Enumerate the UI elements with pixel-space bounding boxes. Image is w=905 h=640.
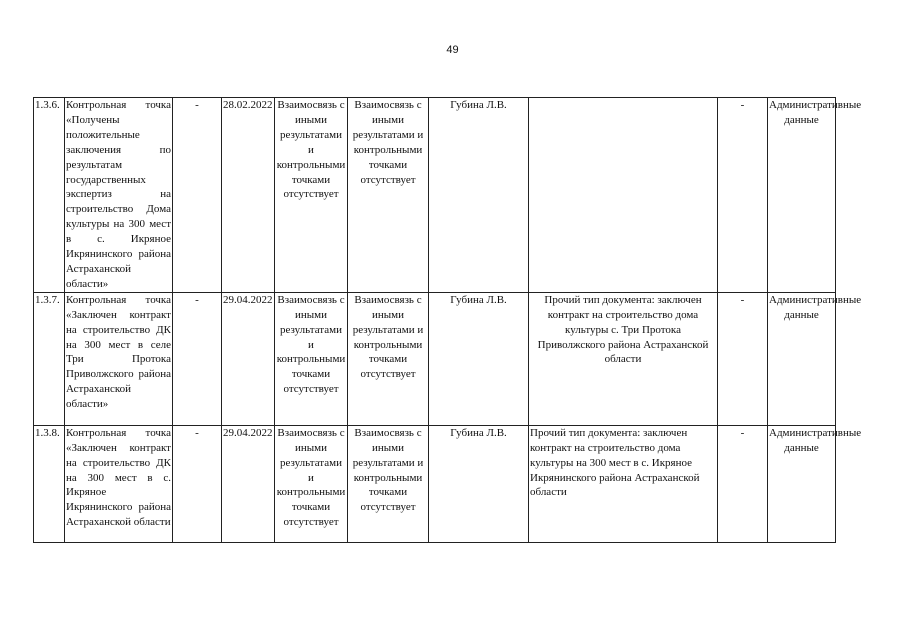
row-number: 1.3.6. <box>34 98 65 293</box>
responsible-person: Губина Л.В. <box>429 425 529 542</box>
data-source: Административные данные <box>768 425 836 542</box>
due-date: 29.04.2022 <box>222 292 275 425</box>
information-system: - <box>718 425 768 542</box>
relation-successors: Взаимосвязь с иными результатами и контрольными точками отсутствует <box>348 292 429 425</box>
control-point-name: Контрольная точка «Получены положительные заключения по результатам государственных экспертиз на строительство Дома культуры на 300 мест в с. Икряное Икрянинского района Астраханской области» <box>65 98 173 293</box>
document-type: Прочий тип документа: заключен контракт на строительство дома культуры на 300 мест в с. Икряное Икрянинского района Астраханской области <box>529 425 718 542</box>
table-row <box>34 292 836 425</box>
page-number: 49 <box>446 44 459 56</box>
document-type <box>529 98 718 293</box>
document-type: Прочий тип документа: заключен контракт на строительство дома культуры с. Три Протока Приволжского района Астраханской области <box>529 292 718 425</box>
control-point-name: Контрольная точка «Заключен контракт на строительство ДК на 300 мест в селе Три Протока Приволжского района Астраханской области» <box>65 292 173 425</box>
relation-successors: Взаимосвязь с иными результатами и контрольными точками отсутствует <box>348 425 429 542</box>
relation-predecessors: Взаимосвязь с иными результатами и контрольными точками отсутствует <box>275 292 348 425</box>
base-value: - <box>173 425 222 542</box>
base-value: - <box>173 98 222 293</box>
information-system: - <box>718 98 768 293</box>
table-row <box>34 98 836 293</box>
base-value: - <box>173 292 222 425</box>
relation-predecessors: Взаимосвязь с иными результатами и контрольными точками отсутствует <box>275 425 348 542</box>
row-number: 1.3.7. <box>34 292 65 425</box>
control-point-name: Контрольная точка «Заключен контракт на строительство ДК на 300 мест в с. Икряное Икрянинского района Астраханской области <box>65 425 173 542</box>
row-number: 1.3.8. <box>34 425 65 542</box>
responsible-person: Губина Л.В. <box>429 292 529 425</box>
due-date: 29.04.2022 <box>222 425 275 542</box>
control-points-table <box>33 97 862 543</box>
relation-successors: Взаимосвязь с иными результатами и контрольными точками отсутствует <box>348 98 429 293</box>
table-row <box>34 425 836 542</box>
data-source: Административные данные <box>768 292 836 425</box>
relation-predecessors: Взаимосвязь с иными результатами и контрольными точками отсутствует <box>275 98 348 293</box>
data-source: Административные данные <box>768 98 836 293</box>
information-system: - <box>718 292 768 425</box>
due-date: 28.02.2022 <box>222 98 275 293</box>
responsible-person: Губина Л.В. <box>429 98 529 293</box>
